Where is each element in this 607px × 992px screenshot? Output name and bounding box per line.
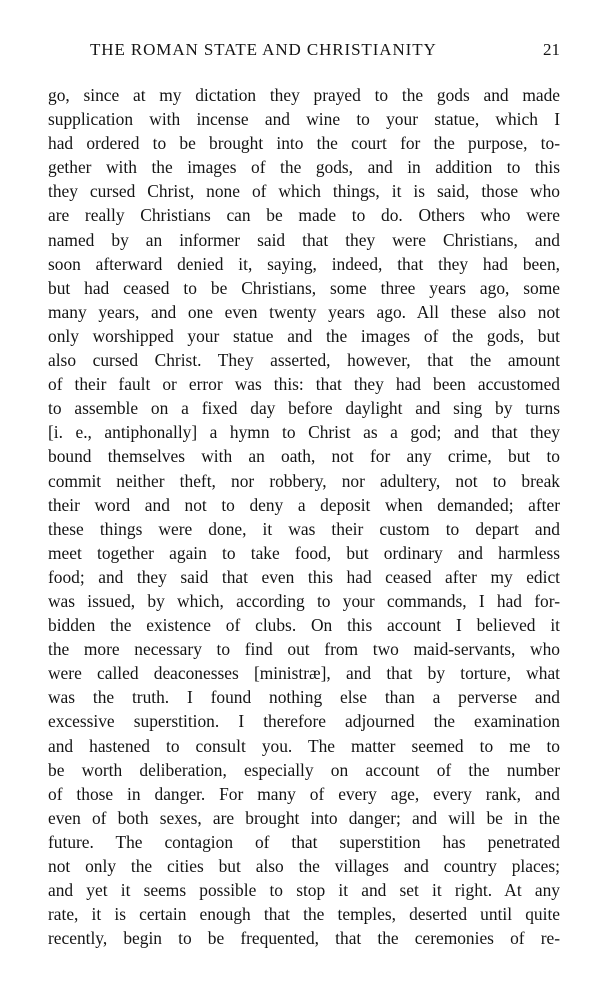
text-line: named by an informer said that they were Christians, and <box>48 229 560 250</box>
text-line: meet together again to take food, but ordinary and harmless <box>48 542 560 563</box>
text-line: go, since at my dictation they prayed to the gods and made <box>48 85 560 105</box>
text-line: only worshipped your statue and the images of the gods, but <box>48 325 560 346</box>
text-line: future. The contagion of that superstition has penetrated <box>48 831 560 852</box>
text-line: not only the cities but also the villages and country places; <box>48 856 560 876</box>
text-line: was issued, by which, according to your commands, I had for- <box>48 590 560 611</box>
text-line: had ordered to be brought into the court for the purpose, to- <box>48 133 560 154</box>
text-line: their word and not to deny a deposit when demanded; after <box>48 494 560 515</box>
text-line: and yet it seems possible to stop it and set it right. At any <box>48 880 560 901</box>
text-line: even of both sexes, are brought into danger; and will be in the <box>48 807 560 828</box>
text-line: commit neither theft, nor robbery, nor adultery, not to break <box>48 470 560 491</box>
text-line: excessive superstition. I therefore adjourned the examination <box>48 711 560 732</box>
text-line: were called deaconesses [ministræ], and that by torture, what <box>48 663 560 684</box>
text-line: these things were done, it was their custom to depart and <box>48 518 560 539</box>
running-title: THE ROMAN STATE AND CHRISTIANITY <box>90 40 437 59</box>
text-line: to assemble on a fixed day before daylight and sing by turns <box>48 398 560 419</box>
text-line: of their fault or error was this: that they had been accustomed <box>48 374 560 395</box>
text-line: the more necessary to find out from two maid-servants, who <box>48 639 560 660</box>
text-line: soon afterward denied it, saying, indeed, that they had been, <box>48 253 560 274</box>
text-line: be worth deliberation, especially on account of the number <box>48 759 560 780</box>
text-line: [i. e., antiphonally] a hymn to Christ as a god; and that they <box>48 422 560 443</box>
text-line: but had ceased to be Christians, some three years ago, some <box>48 277 560 298</box>
text-line: are really Christians can be made to do. Others who were <box>48 205 560 226</box>
running-head <box>48 40 560 64</box>
text-line: also cursed Christ. They asserted, however, that the amount <box>48 350 560 371</box>
text-line: of those in danger. For many of every age, every rank, and <box>48 783 560 804</box>
text-line: recently, begin to be frequented, that the ceremonies of re- <box>48 928 560 949</box>
text-line: gether with the images of the gods, and in addition to this <box>48 157 560 178</box>
text-line: was the truth. I found nothing else than a perverse and <box>48 687 560 708</box>
text-line: supplication with incense and wine to your statue, which I <box>48 109 560 130</box>
text-line: and hastened to consult you. The matter seemed to me to <box>48 735 560 756</box>
text-line: food; and they said that even this had ceased after my edict <box>48 566 560 587</box>
page-number: 21 <box>543 40 560 59</box>
body-text <box>48 83 560 950</box>
text-line: bound themselves with an oath, not for any crime, but to <box>48 446 560 467</box>
text-line: they cursed Christ, none of which things, it is said, those who <box>48 181 560 202</box>
text-line: bidden the existence of clubs. On this account I believed it <box>48 615 560 636</box>
text-line: rate, it is certain enough that the temples, deserted until quite <box>48 904 560 925</box>
text-line: many years, and one even twenty years ago. All these also not <box>48 301 560 322</box>
